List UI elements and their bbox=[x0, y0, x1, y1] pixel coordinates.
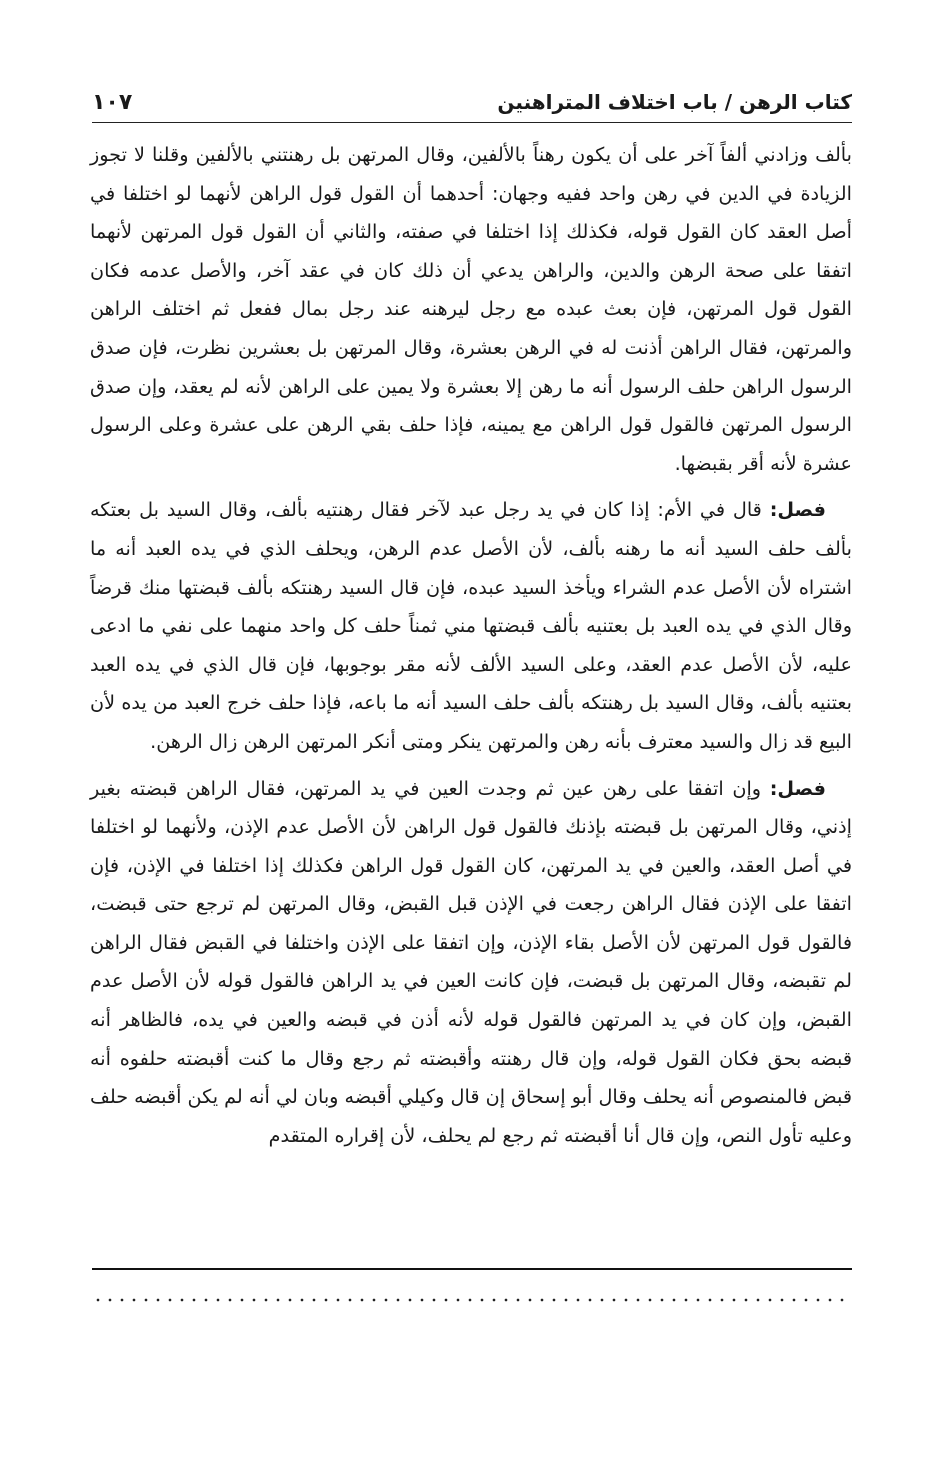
section-heading-fasl: فصل: bbox=[769, 776, 826, 800]
page-number: ١٠٧ bbox=[92, 89, 133, 115]
paragraph-3-text: وإن اتفقا على رهن عين ثم وجدت العين في يد المرتهن، فقال الراهن قبضته بغير إذني، وقال المرتهن بل قبضته بإذنك فالقول قول الراهن لأن الأصل عدم الإذن، ولأنهما لو اختلفا في أصل العقد، والعين في يد المرتهن، كان القول قول الراهن فكذلك إذا اختلفا في الإذن، فإن اتفقا على الإذن فقال الراهن رجعت في الإذن قبل القبض، وقال المرتهن لم ترجع حتى قبضت، فالقول قول المرتهن لأن الأصل بقاء الإذن، وإن اتفقا على الإذن واختلفا في القبض فقال الراهن لم تقبضه، وقال المرتهن بل قبضت، فإن كانت العين في يد الراهن فالقول قوله لأن الأصل عدم القبض، وإن كان في يد المرتهن فالقول قوله لأنه أذن في قبضه والعين في يده، فالظاهر أنه قبضه بحق فكان القول قوله، وإن قال رهنته وأقبضته ثم رجع وقال ما كنت أقبضته حلفوه أنه قبض فالمنصوص أنه يحلف وقال أبو إسحاق إن قال وكيلي أقبضه وبان لي أنه لم يكن أقبضه حلف وعليه تأول النص، وإن قال أنا أقبضته ثم رجع لم يحلف، لأن إقراره المتقدم bbox=[90, 776, 852, 1147]
body-text bbox=[90, 136, 852, 1155]
paragraph-2 bbox=[90, 491, 852, 761]
section-heading-fasl: فصل: bbox=[769, 498, 826, 522]
footnote-dotted-line bbox=[92, 1294, 852, 1308]
paragraph-1 bbox=[90, 136, 852, 483]
paragraph-1-text: بألف وزادني ألفاً آخر على أن يكون رهناً بالألفين، وقال المرتهن بل رهنتني بالألفين وقلنا لا تجوز الزيادة في الدين في رهن واحد ففيه وجهان: أحدهما أن القول قول الراهن لأنهما لو اختلفا في أصل العقد كان القول قوله، فكذلك إذا اختلفا في صفته، والثاني أن القول قول المرتهن لأنهما اتفقا على صحة الرهن والدين، والراهن يدعي أن ذلك كان في عقد آخر، والأصل عدمه فكان القول قول المرتهن، فإن بعث عبده مع رجل ليرهنه عند رجل بمال ففعل ثم اختلف الراهن والمرتهن، فقال الراهن أذنت له في الرهن بعشرة، وقال المرتهن بل بعشرين نظرت، فإن صدق الرسول الراهن حلف الرسول أنه ما رهن إلا بعشرة ولا يمين على الراهن لأنه لم يعقد، وإن صدق الرسول المرتهن فالقول قول الراهن مع يمينه، فإذا حلف بقي الرهن على عشرة وعلى الرسول عشرة لأنه أقر بقبضها. bbox=[90, 143, 852, 475]
paragraph-3 bbox=[90, 770, 852, 1156]
paragraph-2-text: قال في الأم: إذا كان في يد رجل عبد لآخر فقال رهنتيه بألف، وقال السيد بل بعتكه بألف حلف السيد أنه ما رهنه بألف، لأن الأصل عدم الرهن، ويحلف الذي في يده العبد أنه ما اشتراه لأن الأصل عدم الشراء ويأخذ السيد عبده، فإن قال السيد رهنتكه بألف قبضتها منك قرضاً وقال الذي في يده العبد بل بعتنيه بألف قبضتها مني ثمناً حلف كل واحد منهما على نفي ما ادعى عليه، لأن الأصل عدم العقد، وعلى السيد الألف لأنه مقر بوجوبها، فإن قال الذي في يده العبد بعتنيه بألف، وقال السيد بل رهنتكه بألف حلف السيد أنه ما باعه، فإذا حلف خرج العبد من يده لأن البيع قد زال والسيد معترف بأنه رهن والمرتهن ينكر ومتى أنكر المرتهن الرهن زال الرهن. bbox=[90, 498, 852, 753]
page-header bbox=[92, 86, 852, 118]
running-title: كتاب الرهن / باب اختلاف المتراهنين bbox=[497, 90, 852, 114]
header-divider bbox=[92, 122, 852, 123]
footnote-divider bbox=[92, 1268, 852, 1270]
